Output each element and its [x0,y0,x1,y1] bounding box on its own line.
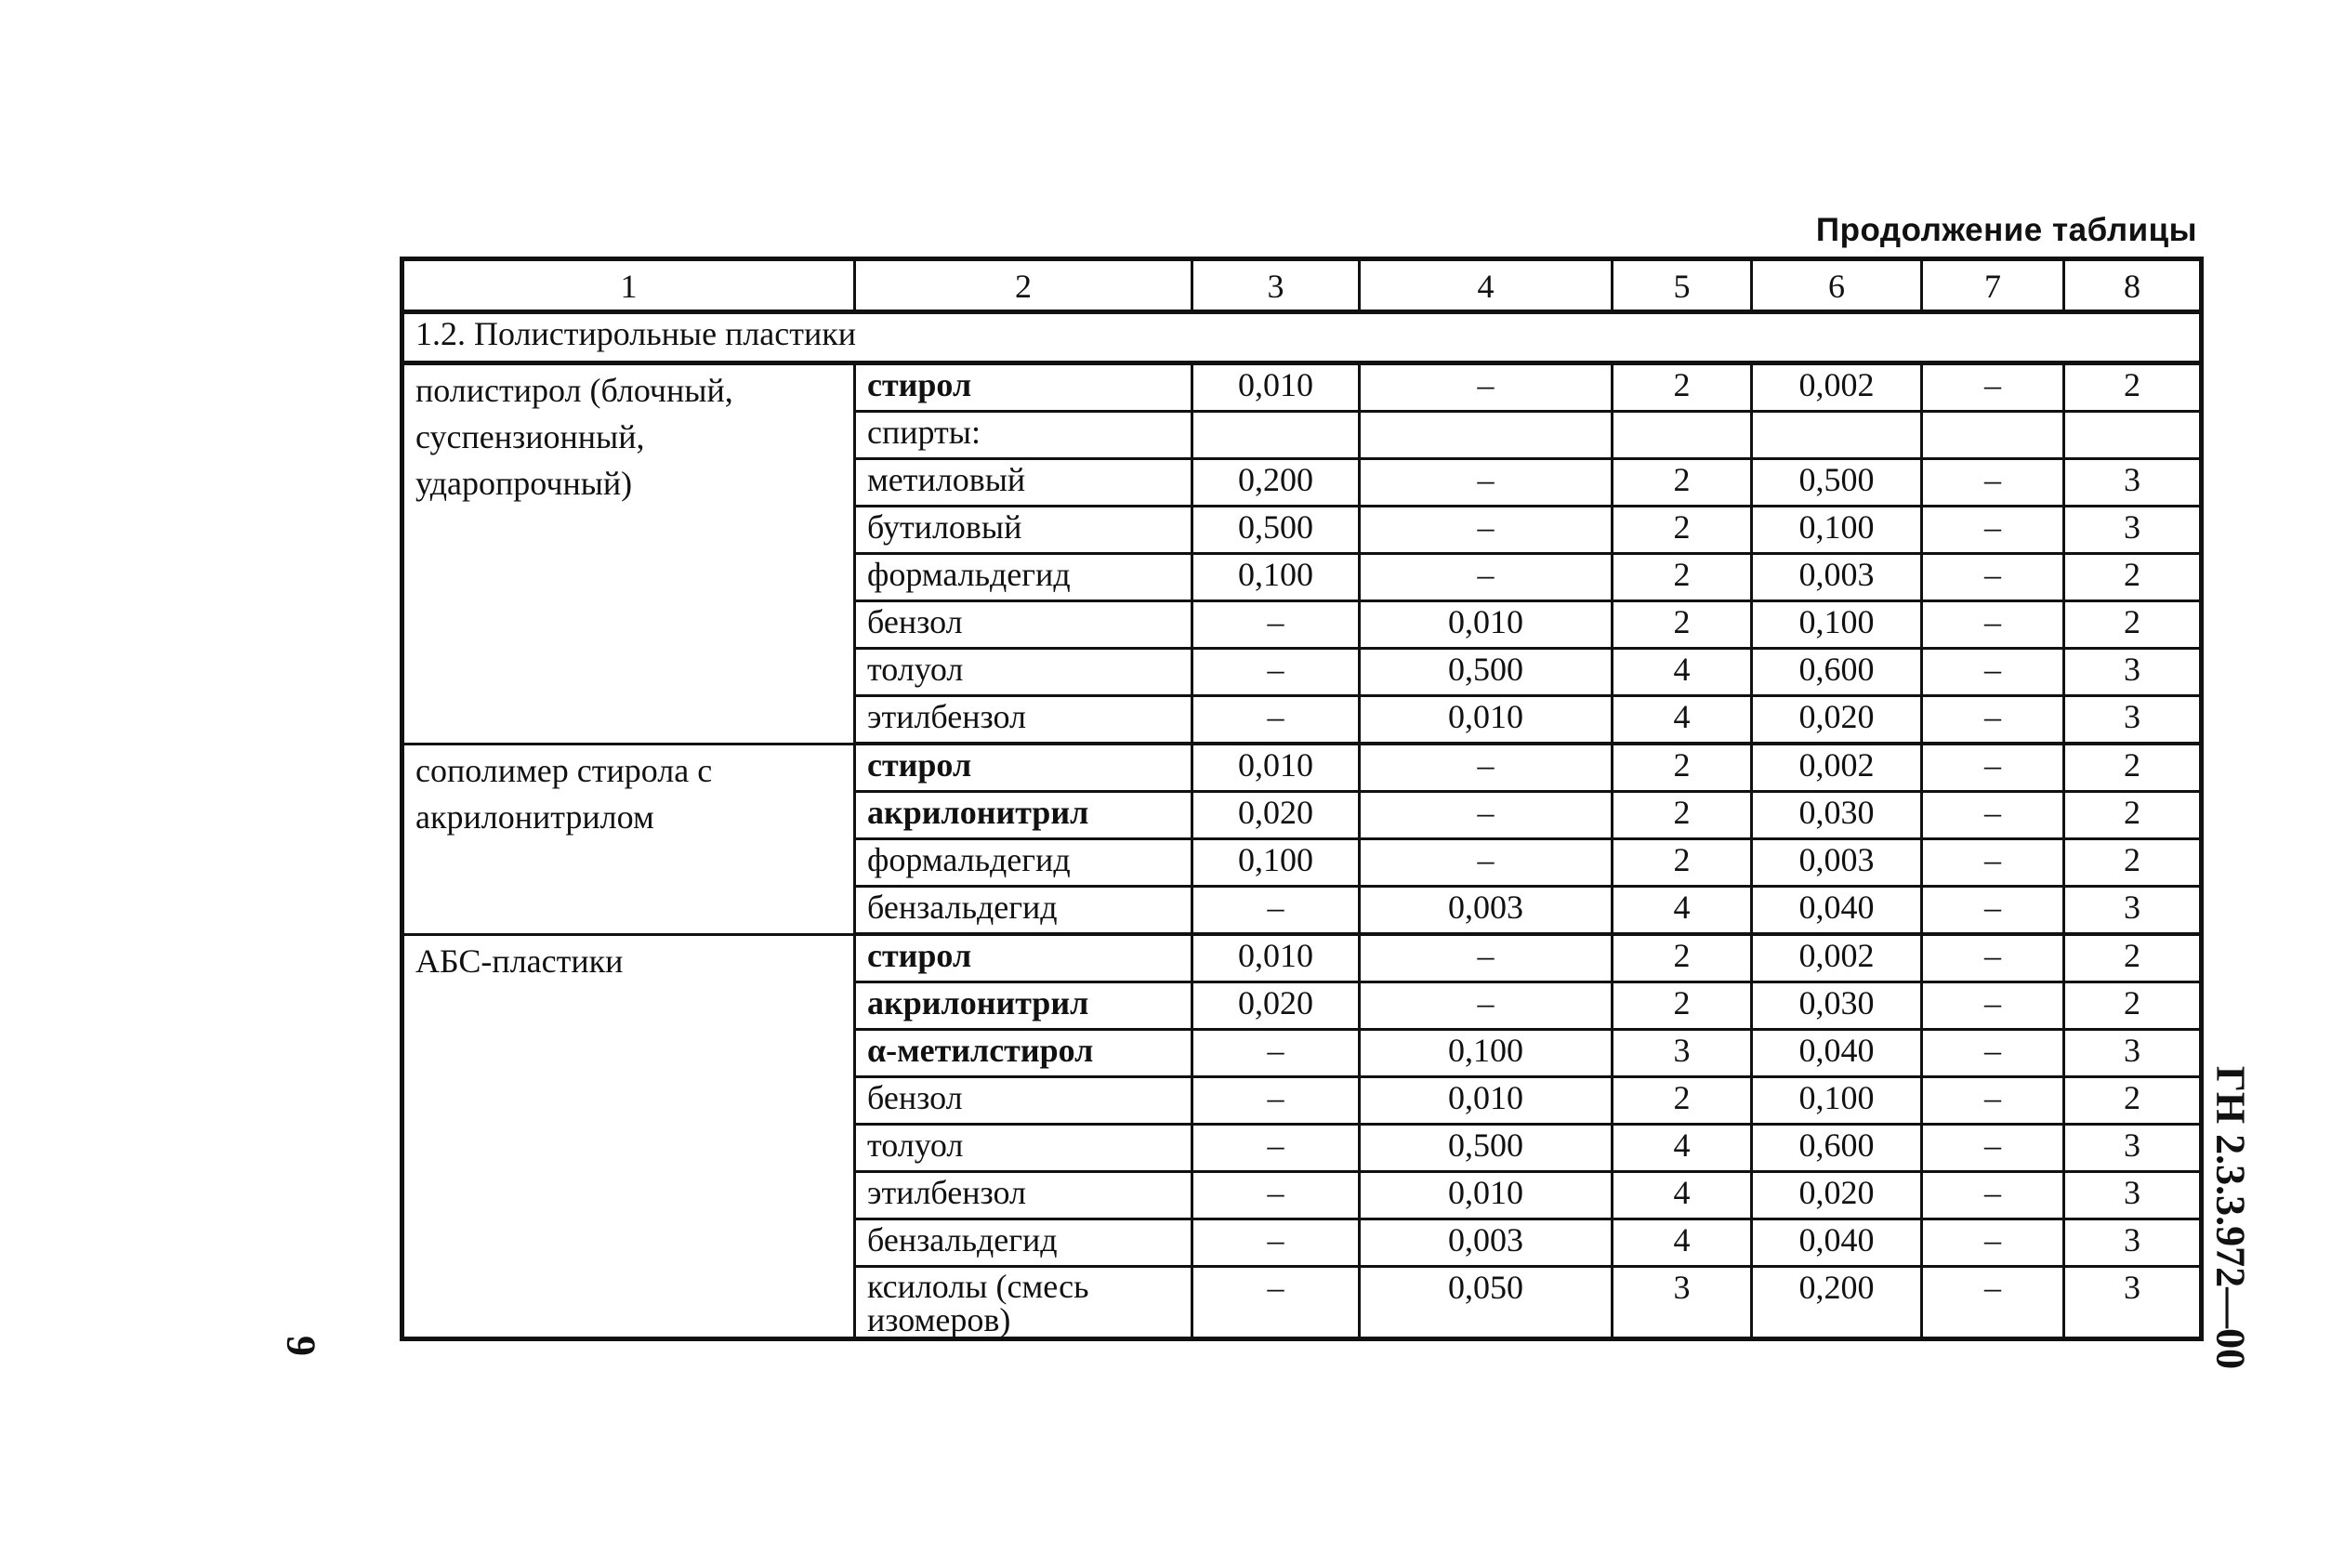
value-cell-c4: 0,500 [1360,649,1613,696]
value-cell-c6: 0,600 [1752,649,1922,696]
value-cell-c3 [1192,412,1360,459]
value-cell-c4: 0,050 [1360,1267,1613,1339]
page-number: 9 [278,1336,324,1356]
value-cell-c6: 0,100 [1752,1077,1922,1125]
table-caption: Продолжение таблицы [1815,212,2197,248]
substance-cell: этилбензол [855,1172,1192,1219]
value-cell-c8: 3 [2064,1267,2202,1339]
value-cell-c7: – [1922,601,2064,649]
substance-cell: толуол [855,1125,1192,1172]
substance-cell: стирол [855,934,1192,982]
substance-cell: бензол [855,601,1192,649]
value-cell-c5: 2 [1613,839,1752,887]
value-cell-c3: – [1192,1030,1360,1077]
value-cell-c7: – [1922,1172,2064,1219]
value-cell-c7: – [1922,887,2064,935]
substance-cell: формальдегид [855,839,1192,887]
value-cell-c5: 4 [1613,1125,1752,1172]
value-cell-c8: 2 [2064,554,2202,601]
value-cell-c4: – [1360,507,1613,554]
value-cell-c8: 3 [2064,1219,2202,1267]
value-cell-c4: – [1360,554,1613,601]
value-cell-c7: – [1922,744,2064,792]
value-cell-c5: 2 [1613,934,1752,982]
column-number: 1 [402,259,855,312]
value-cell-c3: 0,020 [1192,982,1360,1030]
value-cell-c5: 4 [1613,649,1752,696]
value-cell-c8: 3 [2064,696,2202,744]
value-cell-c3: – [1192,649,1360,696]
substance-cell: акрилонитрил [855,792,1192,839]
substance-cell: бутиловый [855,507,1192,554]
value-cell-c6 [1752,412,1922,459]
material-cell: сополимер стирола с акрилонитрилом [402,744,855,934]
value-cell-c6: 0,002 [1752,744,1922,792]
value-cell-c4: – [1360,459,1613,507]
value-cell-c7: – [1922,1030,2064,1077]
value-cell-c5: 2 [1613,459,1752,507]
value-cell-c5: 2 [1613,744,1752,792]
value-cell-c5: 4 [1613,696,1752,744]
value-cell-c5: 2 [1613,554,1752,601]
value-cell-c7: – [1922,982,2064,1030]
value-cell-c8: 3 [2064,1125,2202,1172]
value-cell-c6: 0,002 [1752,934,1922,982]
value-cell-c8: 2 [2064,744,2202,792]
value-cell-c8: 3 [2064,507,2202,554]
value-cell-c5: 2 [1613,792,1752,839]
table-row [402,934,2202,982]
substance-cell: бензальдегид [855,1219,1192,1267]
material-cell: полистирол (блочный, суспензионный, ударопрочный) [402,363,855,744]
value-cell-c5: 2 [1613,363,1752,412]
value-cell-c3: 0,020 [1192,792,1360,839]
column-number: 3 [1192,259,1360,312]
value-cell-c3: – [1192,1125,1360,1172]
value-cell-c4: 0,010 [1360,601,1613,649]
value-cell-c5 [1613,412,1752,459]
value-cell-c7: – [1922,363,2064,412]
value-cell-c6: 0,040 [1752,1219,1922,1267]
substance-cell: ксилолы (смесь изомеров) [855,1267,1192,1339]
value-cell-c4: 0,010 [1360,696,1613,744]
value-cell-c4: – [1360,792,1613,839]
value-cell-c8: 3 [2064,1172,2202,1219]
value-cell-c5: 4 [1613,1172,1752,1219]
value-cell-c7: – [1922,1125,2064,1172]
value-cell-c7: – [1922,1219,2064,1267]
value-cell-c3: – [1192,601,1360,649]
value-cell-c3: – [1192,696,1360,744]
value-cell-c8: 3 [2064,887,2202,935]
value-cell-c3: 0,010 [1192,363,1360,412]
value-cell-c8: 2 [2064,1077,2202,1125]
value-cell-c4: – [1360,934,1613,982]
value-cell-c4: 0,500 [1360,1125,1613,1172]
value-cell-c4: – [1360,363,1613,412]
value-cell-c6: 0,040 [1752,1030,1922,1077]
value-cell-c4: 0,003 [1360,887,1613,935]
value-cell-c6: 0,040 [1752,887,1922,935]
value-cell-c5: 3 [1613,1267,1752,1339]
value-cell-c7: – [1922,1267,2064,1339]
value-cell-c8 [2064,412,2202,459]
value-cell-c3: 0,100 [1192,554,1360,601]
value-cell-c3: – [1192,1219,1360,1267]
substance-cell: стирол [855,744,1192,792]
value-cell-c6: 0,100 [1752,601,1922,649]
value-cell-c5: 2 [1613,601,1752,649]
table-row [402,744,2202,792]
value-cell-c3: – [1192,1267,1360,1339]
value-cell-c6: 0,002 [1752,363,1922,412]
value-cell-c8: 2 [2064,363,2202,412]
value-cell-c3: 0,100 [1192,839,1360,887]
value-cell-c5: 2 [1613,982,1752,1030]
value-cell-c7: – [1922,839,2064,887]
value-cell-c6: 0,020 [1752,696,1922,744]
substance-cell: бензол [855,1077,1192,1125]
value-cell-c5: 4 [1613,887,1752,935]
material-cell: АБС-пластики [402,934,855,1339]
substance-cell: спирты: [855,412,1192,459]
value-cell-c7: – [1922,1077,2064,1125]
value-cell-c4: – [1360,982,1613,1030]
value-cell-c4: 0,100 [1360,1030,1613,1077]
table-row [402,363,2202,412]
value-cell-c5: 2 [1613,1077,1752,1125]
value-cell-c7: – [1922,507,2064,554]
column-number-row [402,259,2202,312]
column-number: 2 [855,259,1192,312]
substance-cell: бензальдегид [855,887,1192,935]
value-cell-c3: 0,500 [1192,507,1360,554]
value-cell-c3: – [1192,1077,1360,1125]
value-cell-c3: – [1192,1172,1360,1219]
section-row [402,312,2202,363]
value-cell-c8: 2 [2064,601,2202,649]
value-cell-c3: 0,010 [1192,744,1360,792]
substance-cell: метиловый [855,459,1192,507]
value-cell-c6: 0,200 [1752,1267,1922,1339]
substance-cell: толуол [855,649,1192,696]
column-number: 8 [2064,259,2202,312]
value-cell-c4 [1360,412,1613,459]
value-cell-c8: 2 [2064,839,2202,887]
column-number: 6 [1752,259,1922,312]
value-cell-c8: 2 [2064,934,2202,982]
value-cell-c6: 0,100 [1752,507,1922,554]
value-cell-c6: 0,003 [1752,839,1922,887]
value-cell-c8: 2 [2064,792,2202,839]
value-cell-c3: – [1192,887,1360,935]
value-cell-c6: 0,003 [1752,554,1922,601]
section-title: 1.2. Полистирольные пластики [402,312,2202,363]
column-number: 4 [1360,259,1613,312]
value-cell-c7: – [1922,792,2064,839]
value-cell-c7: – [1922,696,2064,744]
value-cell-c4: – [1360,744,1613,792]
value-cell-c8: 3 [2064,459,2202,507]
value-cell-c4: 0,010 [1360,1077,1613,1125]
document-code: ГН 2.3.3.972—00 [2207,1065,2254,1370]
value-cell-c6: 0,020 [1752,1172,1922,1219]
value-cell-c3: 0,010 [1192,934,1360,982]
value-cell-c8: 3 [2064,1030,2202,1077]
substance-cell: α-метилстирол [855,1030,1192,1077]
value-cell-c4: 0,003 [1360,1219,1613,1267]
substance-cell: формальдегид [855,554,1192,601]
value-cell-c3: 0,200 [1192,459,1360,507]
substance-cell: стирол [855,363,1192,412]
value-cell-c8: 3 [2064,649,2202,696]
value-cell-c7 [1922,412,2064,459]
value-cell-c5: 3 [1613,1030,1752,1077]
value-cell-c6: 0,500 [1752,459,1922,507]
value-cell-c7: – [1922,459,2064,507]
value-cell-c5: 4 [1613,1219,1752,1267]
value-cell-c5: 2 [1613,507,1752,554]
column-number: 7 [1922,259,2064,312]
value-cell-c7: – [1922,554,2064,601]
value-cell-c6: 0,030 [1752,982,1922,1030]
value-cell-c6: 0,600 [1752,1125,1922,1172]
value-cell-c4: 0,010 [1360,1172,1613,1219]
hygienic-standards-table [400,257,2204,1341]
column-number: 5 [1613,259,1752,312]
value-cell-c6: 0,030 [1752,792,1922,839]
value-cell-c8: 2 [2064,982,2202,1030]
substance-cell: этилбензол [855,696,1192,744]
value-cell-c7: – [1922,934,2064,982]
substance-cell: акрилонитрил [855,982,1192,1030]
value-cell-c4: – [1360,839,1613,887]
value-cell-c7: – [1922,649,2064,696]
